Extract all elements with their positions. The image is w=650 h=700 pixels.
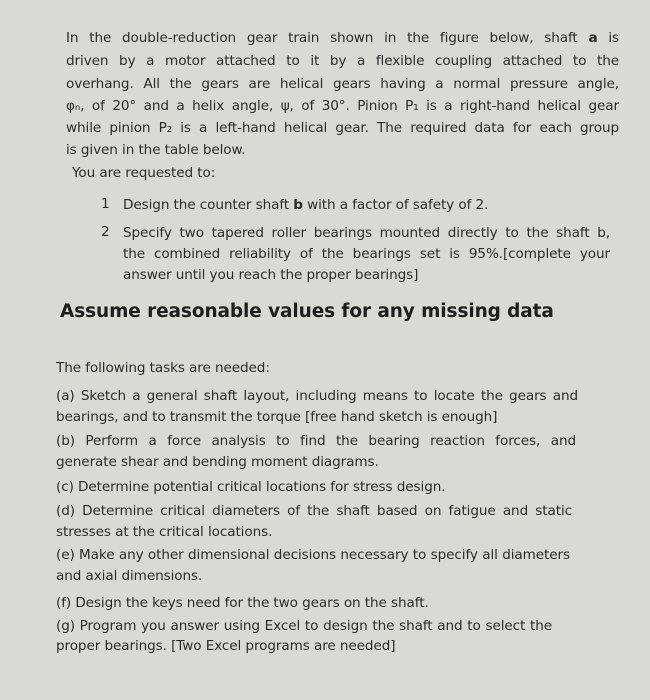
task-f: (f) Design the keys need for the two gears on the shaft. [56,595,429,611]
requested-item-2-line: Specify two tapered roller bearings mounted directly to the shaft b, [123,225,610,241]
requested-item-2-line: the combined reliability of the bearings set is 95%.[complete your [123,246,610,262]
item-number: 1 [101,196,110,212]
task-a-cont: bearings, and to transmit the torque [free hand sketch is enough] [56,409,498,425]
task-e: (e) Make any other dimensional decisions necessary to specify all diameters [56,547,570,563]
intro-line [66,29,619,47]
task-b: (b) Perform a force analysis to find the bearing reaction forces, and [56,433,576,449]
task-g-cont: proper bearings. [Two Excel programs are needed] [56,638,396,654]
item-text: with a factor of safety of 2. [302,197,489,213]
tasks-heading: The following tasks are needed: [56,360,270,376]
intro-text: In the double-reduction gear train shown in the figure below, shaft [66,30,589,46]
task-d: (d) Determine critical diameters of the shaft based on fatigue and static [56,503,572,519]
requested-heading: You are requested to: [72,165,216,181]
task-a: (a) Sketch a general shaft layout, including means to locate the gears and [56,388,578,404]
item-text: Design the counter shaft [123,197,294,213]
shaft-b-label: b [293,197,303,213]
intro-line: φₙ, of 20° and a helix angle, ψ, of 30°. Pinion P₁ is a right-hand helical gear [66,98,619,114]
task-b-cont: generate shear and bending moment diagrams. [56,454,379,470]
intro-line: overhang. All the gears are helical gears having a normal pressure angle, [66,76,619,92]
shaft-a-label: a [588,30,598,46]
intro-line: is given in the table below. [66,142,246,158]
requested-item-1 [123,196,488,214]
intro-line: while pinion P₂ is a left-hand helical gear. The required data for each group [66,120,619,136]
assume-note: Assume reasonable values for any missing data [60,301,554,322]
task-e-cont: and axial dimensions. [56,568,203,584]
intro-line: driven by a motor attached to it by a flexible coupling attached to the [66,53,619,69]
requested-item-2-line: answer until you reach the proper bearings] [123,267,419,283]
task-c: (c) Determine potential critical locations for stress design. [56,479,446,495]
item-number: 2 [101,224,110,240]
task-g: (g) Program you answer using Excel to design the shaft and to select the [56,618,552,634]
intro-text: is [597,30,619,46]
task-d-cont: stresses at the critical locations. [56,524,273,540]
